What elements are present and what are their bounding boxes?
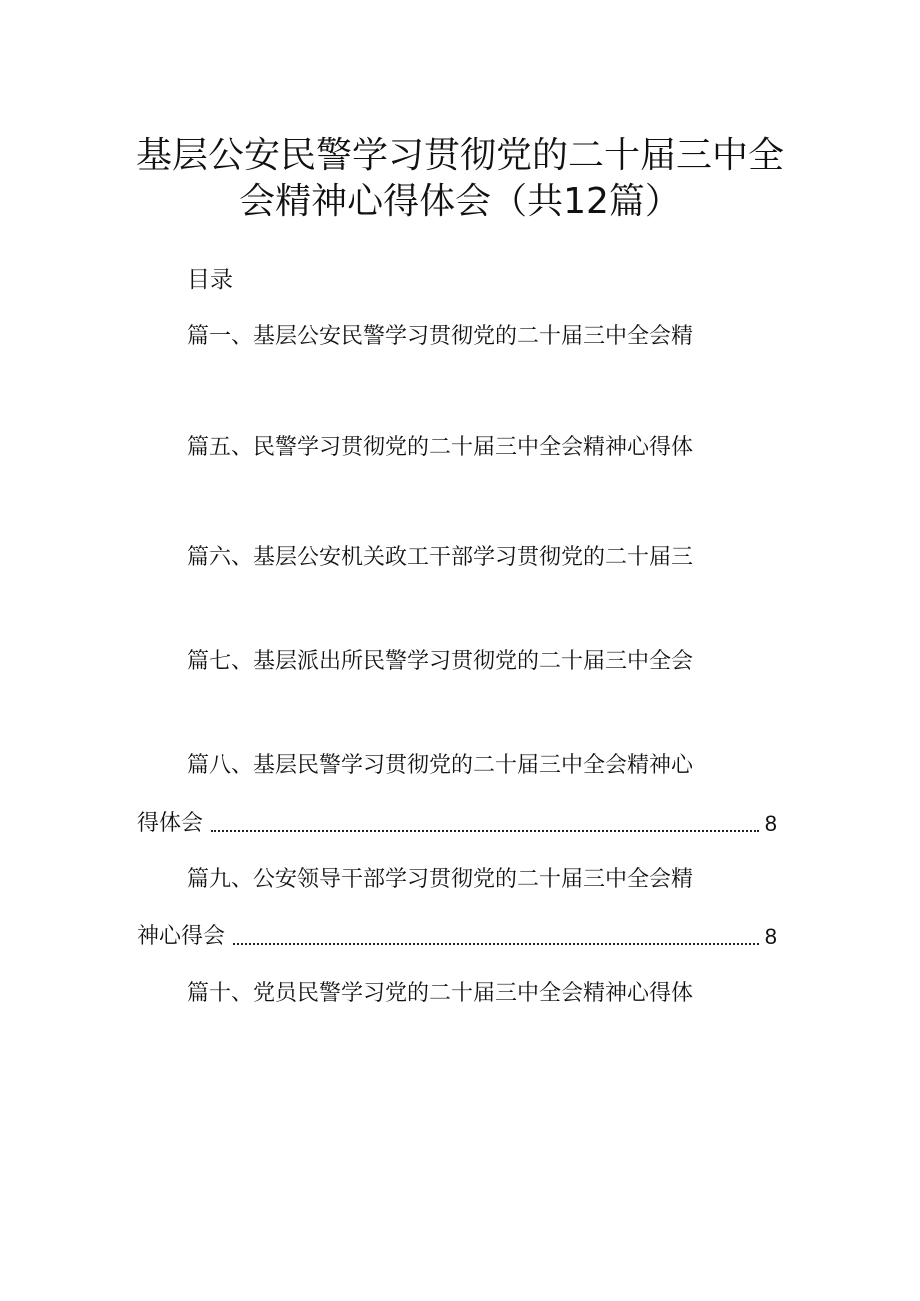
document-title-line-1: 基层公安民警学习贯彻党的二十届三中全 — [135, 135, 784, 176]
toc-entry-6[interactable]: 篇六、基层公安机关政工干部学习贯彻党的二十届三 — [187, 545, 694, 570]
toc-entry-8-continuation[interactable] — [137, 809, 777, 839]
toc-entry-9-continuation-text: 神心得会 — [137, 924, 226, 949]
toc-entry-1[interactable]: 篇一、基层公安民警学习贯彻党的二十届三中全会精 — [187, 324, 694, 349]
toc-entry-7[interactable]: 篇七、基层派出所民警学习贯彻党的二十届三中全会 — [187, 649, 694, 674]
toc-entry-10[interactable]: 篇十、党员民警学习党的二十届三中全会精神心得体 — [187, 981, 694, 1006]
toc-entry-9-continuation[interactable] — [137, 922, 777, 952]
dot-leader — [233, 943, 759, 945]
toc-entry-5[interactable]: 篇五、民警学习贯彻党的二十届三中全会精神心得体 — [187, 435, 694, 460]
toc-entry-8-page-number: 8 — [764, 811, 777, 836]
toc-entry-9[interactable]: 篇九、公安领导干部学习贯彻党的二十届三中全会精 — [187, 867, 694, 892]
toc-entry-8-continuation-text: 得体会 — [137, 811, 204, 836]
toc-entry-8[interactable]: 篇八、基层民警学习贯彻党的二十届三中全会精神心 — [187, 753, 694, 778]
document-title-line-2: 会精神心得体会（共12篇） — [239, 181, 681, 222]
dot-leader — [211, 830, 759, 832]
toc-entry-9-page-number: 8 — [764, 924, 777, 949]
toc-heading: 目录 — [187, 267, 233, 293]
